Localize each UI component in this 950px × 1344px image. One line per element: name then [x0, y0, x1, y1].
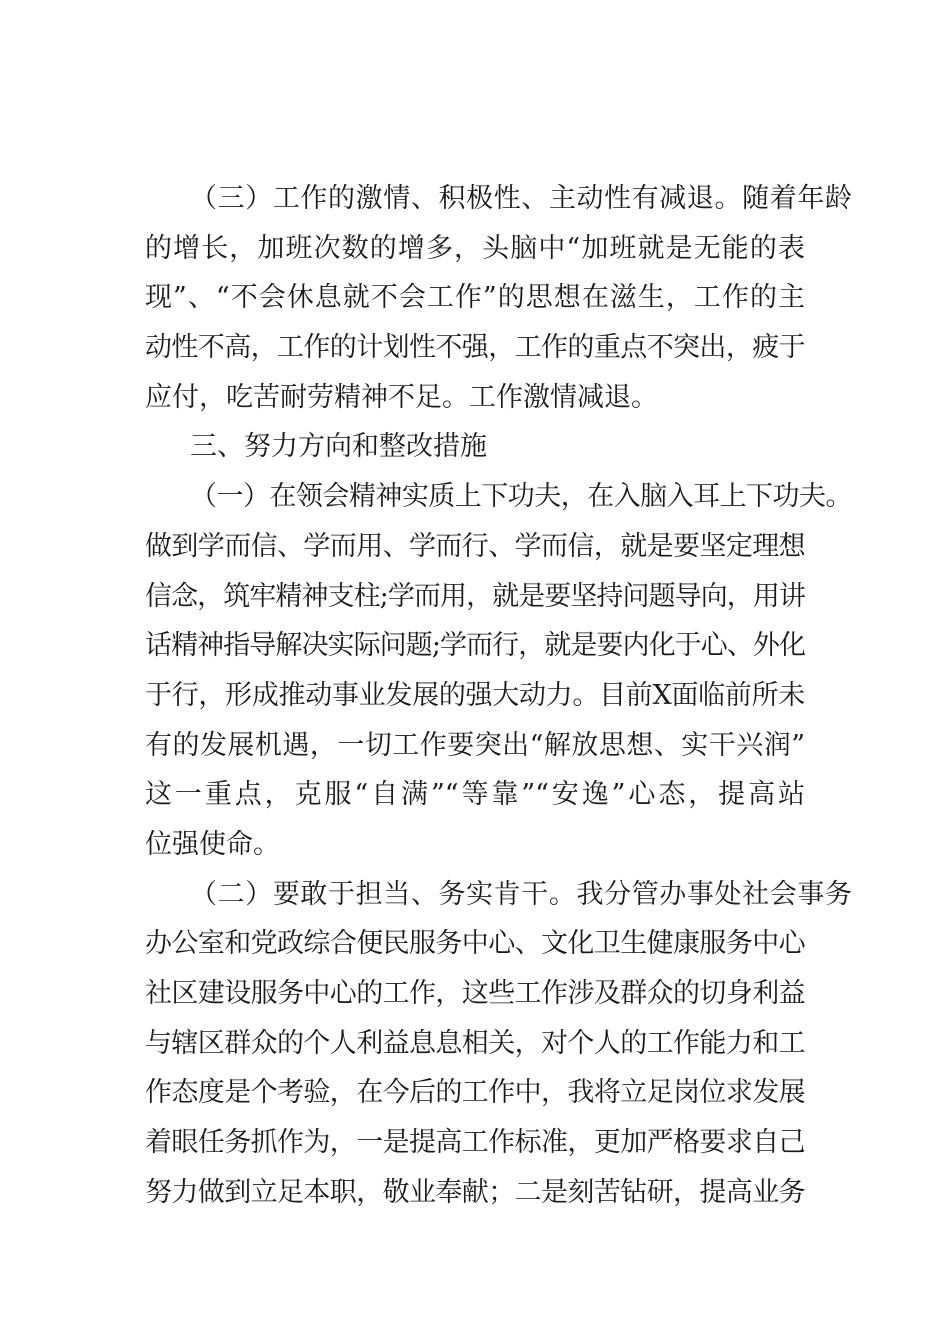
- document-body: [145, 174, 850, 1217]
- paragraph-line: 的增长，加班次数的增多，头脑中“加班就是无能的表: [145, 232, 805, 264]
- paragraph-line: 与辖区群众的个人利益息息相关，对个人的工作能力和工: [145, 1027, 805, 1059]
- paragraph-line: 社区建设服务中心的工作，这些工作涉及群众的切身利益: [145, 978, 805, 1009]
- paragraph-line: （二）要敢于担当、务实肯干。我分管办事处社会事务: [190, 878, 850, 910]
- paragraph-line: 作态度是个考验，在今后的工作中，我将立足岗位求发展: [145, 1077, 805, 1109]
- paragraph-line: 做到学而信、学而用、学而行、学而信，就是要坚定理想: [145, 530, 805, 562]
- paragraph-line: 动性不高，工作的计划性不强，工作的重点不突出，疲于: [145, 332, 805, 364]
- paragraph-line: 办公室和党政综合便民服务中心、文化卫生健康服务中心: [145, 928, 805, 960]
- paragraph-line: 现”、“不会休息就不会工作”的思想在滋生，工作的主: [145, 282, 805, 314]
- paragraph-line: 有的发展机遇，一切工作要突出“解放思想、实干兴润”: [145, 729, 805, 761]
- paragraph-line: 这一重点，克服“自满”“等靠”“安逸”心态，提高站: [145, 779, 805, 811]
- paragraph-line: 话精神指导解决实际问题;学而行，就是要内化于心、外化: [145, 630, 805, 662]
- paragraph-line: 应付，吃苦耐劳精神不足。工作激情减退。: [145, 381, 658, 413]
- paragraph-line: 努力做到立足本职，敬业奉献；二是刻苦钻研，提高业务: [145, 1176, 805, 1208]
- paragraph-line: 信念，筑牢精神支柱;学而用，就是要坚持问题导向，用讲: [145, 580, 805, 612]
- paragraph-line: 位强使命。: [145, 828, 280, 860]
- paragraph-line: （三）工作的激情、积极性、主动性有减退。随着年龄: [190, 183, 850, 214]
- paragraph-line: 于行，形成推动事业发展的强大动力。目前X面临前所未: [145, 679, 805, 711]
- section-heading: 三、努力方向和整改措施: [190, 431, 487, 463]
- paragraph-line: 着眼任务抓作为，一是提高工作标准，更加严格要求自己: [145, 1127, 805, 1159]
- paragraph-line: （一）在领会精神实质上下功夫，在入脑入耳上下功夫。: [190, 481, 850, 513]
